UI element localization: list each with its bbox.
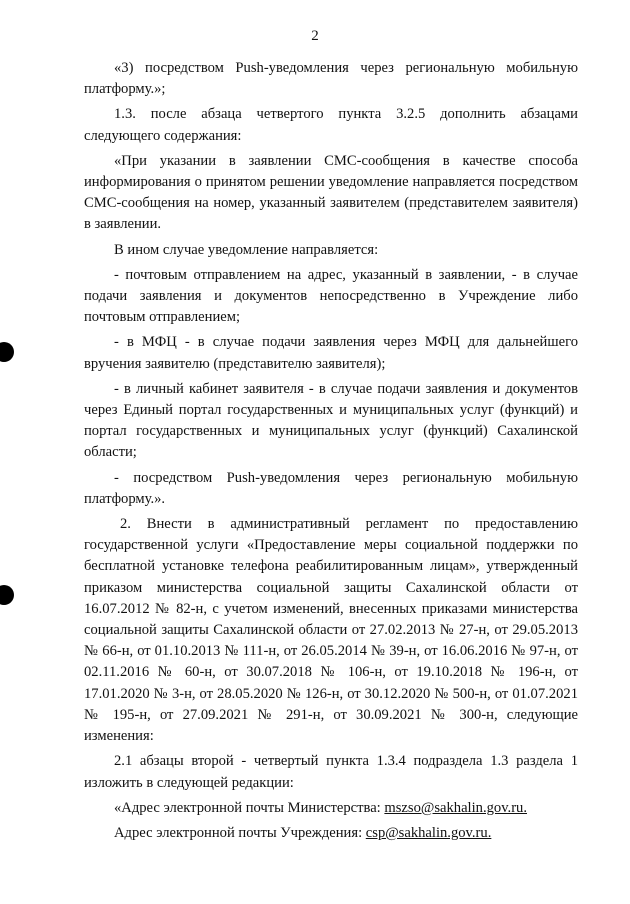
- paragraph: - в МФЦ - в случае подачи заявления через МФЦ для дальнейшего вручения заявителю (представителю заявителя);: [84, 334, 578, 372]
- email-line-institution: [84, 823, 578, 844]
- email-line-ministry: [84, 798, 578, 819]
- email-link-ministry[interactable]: mszso@sakhalin.gov.ru.: [384, 799, 527, 816]
- paragraph: - почтовым отправлением на адрес, указанный в заявлении, - в случае подачи заявления и документов непосредственно в Учреждение либо почтовым отправлением;: [84, 266, 578, 326]
- paragraph: 2. Внести в административный регламент по предоставлению государственной услуги «Предоставление меры социальной поддержки по бесплатной установке телефона реабилитированным лицам», утвержденный приказом министерства социальной защиты Сахалинской области от 16.07.2012 № 82-н, с учетом изменений, внесенных приказами министерства социальной защиты Сахалинской области от 27.02.2013 № 27-н, от 29.05.2013 № 66-н, от 01.10.2013 № 111-н, от 26.05.2014 № 39-н, от 16.06.2016 № 97-н, от 02.11.2016 № 60-н, от 30.07.2018 № 106-н, от 19.10.2018 № 196-н, от 17.01.2020 № 3-н, от 28.05.2020 № 126-н, от 30.12.2020 № 500-н, от 01.07.2021 № 195-н, от 27.09.2021 № 291-н, от 30.09.2021 № 300-н, следующие изменения:: [84, 516, 578, 745]
- paragraph: 2.1 абзацы второй - четвертый пункта 1.3.4 подраздела 1.3 раздела 1 изложить в следующей редакции:: [84, 753, 578, 791]
- email-label: «Адрес электронной почты Министерства:: [114, 799, 385, 816]
- paragraph: 1.3. после абзаца четвертого пункта 3.2.5 дополнить абзацами следующего содержания:: [84, 106, 578, 144]
- page-number: 2: [311, 28, 319, 44]
- email-label: Адрес электронной почты Учреждения:: [114, 824, 366, 841]
- paragraph: - посредством Push-уведомления через региональную мобильную платформу.».: [84, 469, 578, 507]
- email-link-institution[interactable]: csp@sakhalin.gov.ru.: [365, 824, 492, 841]
- paragraph: «При указании в заявлении СМС-сообщения в качестве способа информирования о принятом решении уведомление направляется посредством СМС-сообщения на номер, указанный заявителем (представителем заявителя) в заявлении.: [84, 152, 578, 233]
- paragraph: «3) посредством Push-уведомления через региональную мобильную платформу.»;: [84, 60, 578, 98]
- paragraph: - в личный кабинет заявителя - в случае подачи заявления и документов через Единый портал государственных и муниципальных услуг (функций) и портал государственных и муниципальных услуг (функций) Сахалинской области;: [84, 380, 578, 461]
- document-body: [84, 58, 578, 848]
- binder-hole-bottom: [0, 585, 14, 605]
- paragraph: В ином случае уведомление направляется:: [114, 241, 379, 258]
- binder-hole-top: [0, 342, 14, 362]
